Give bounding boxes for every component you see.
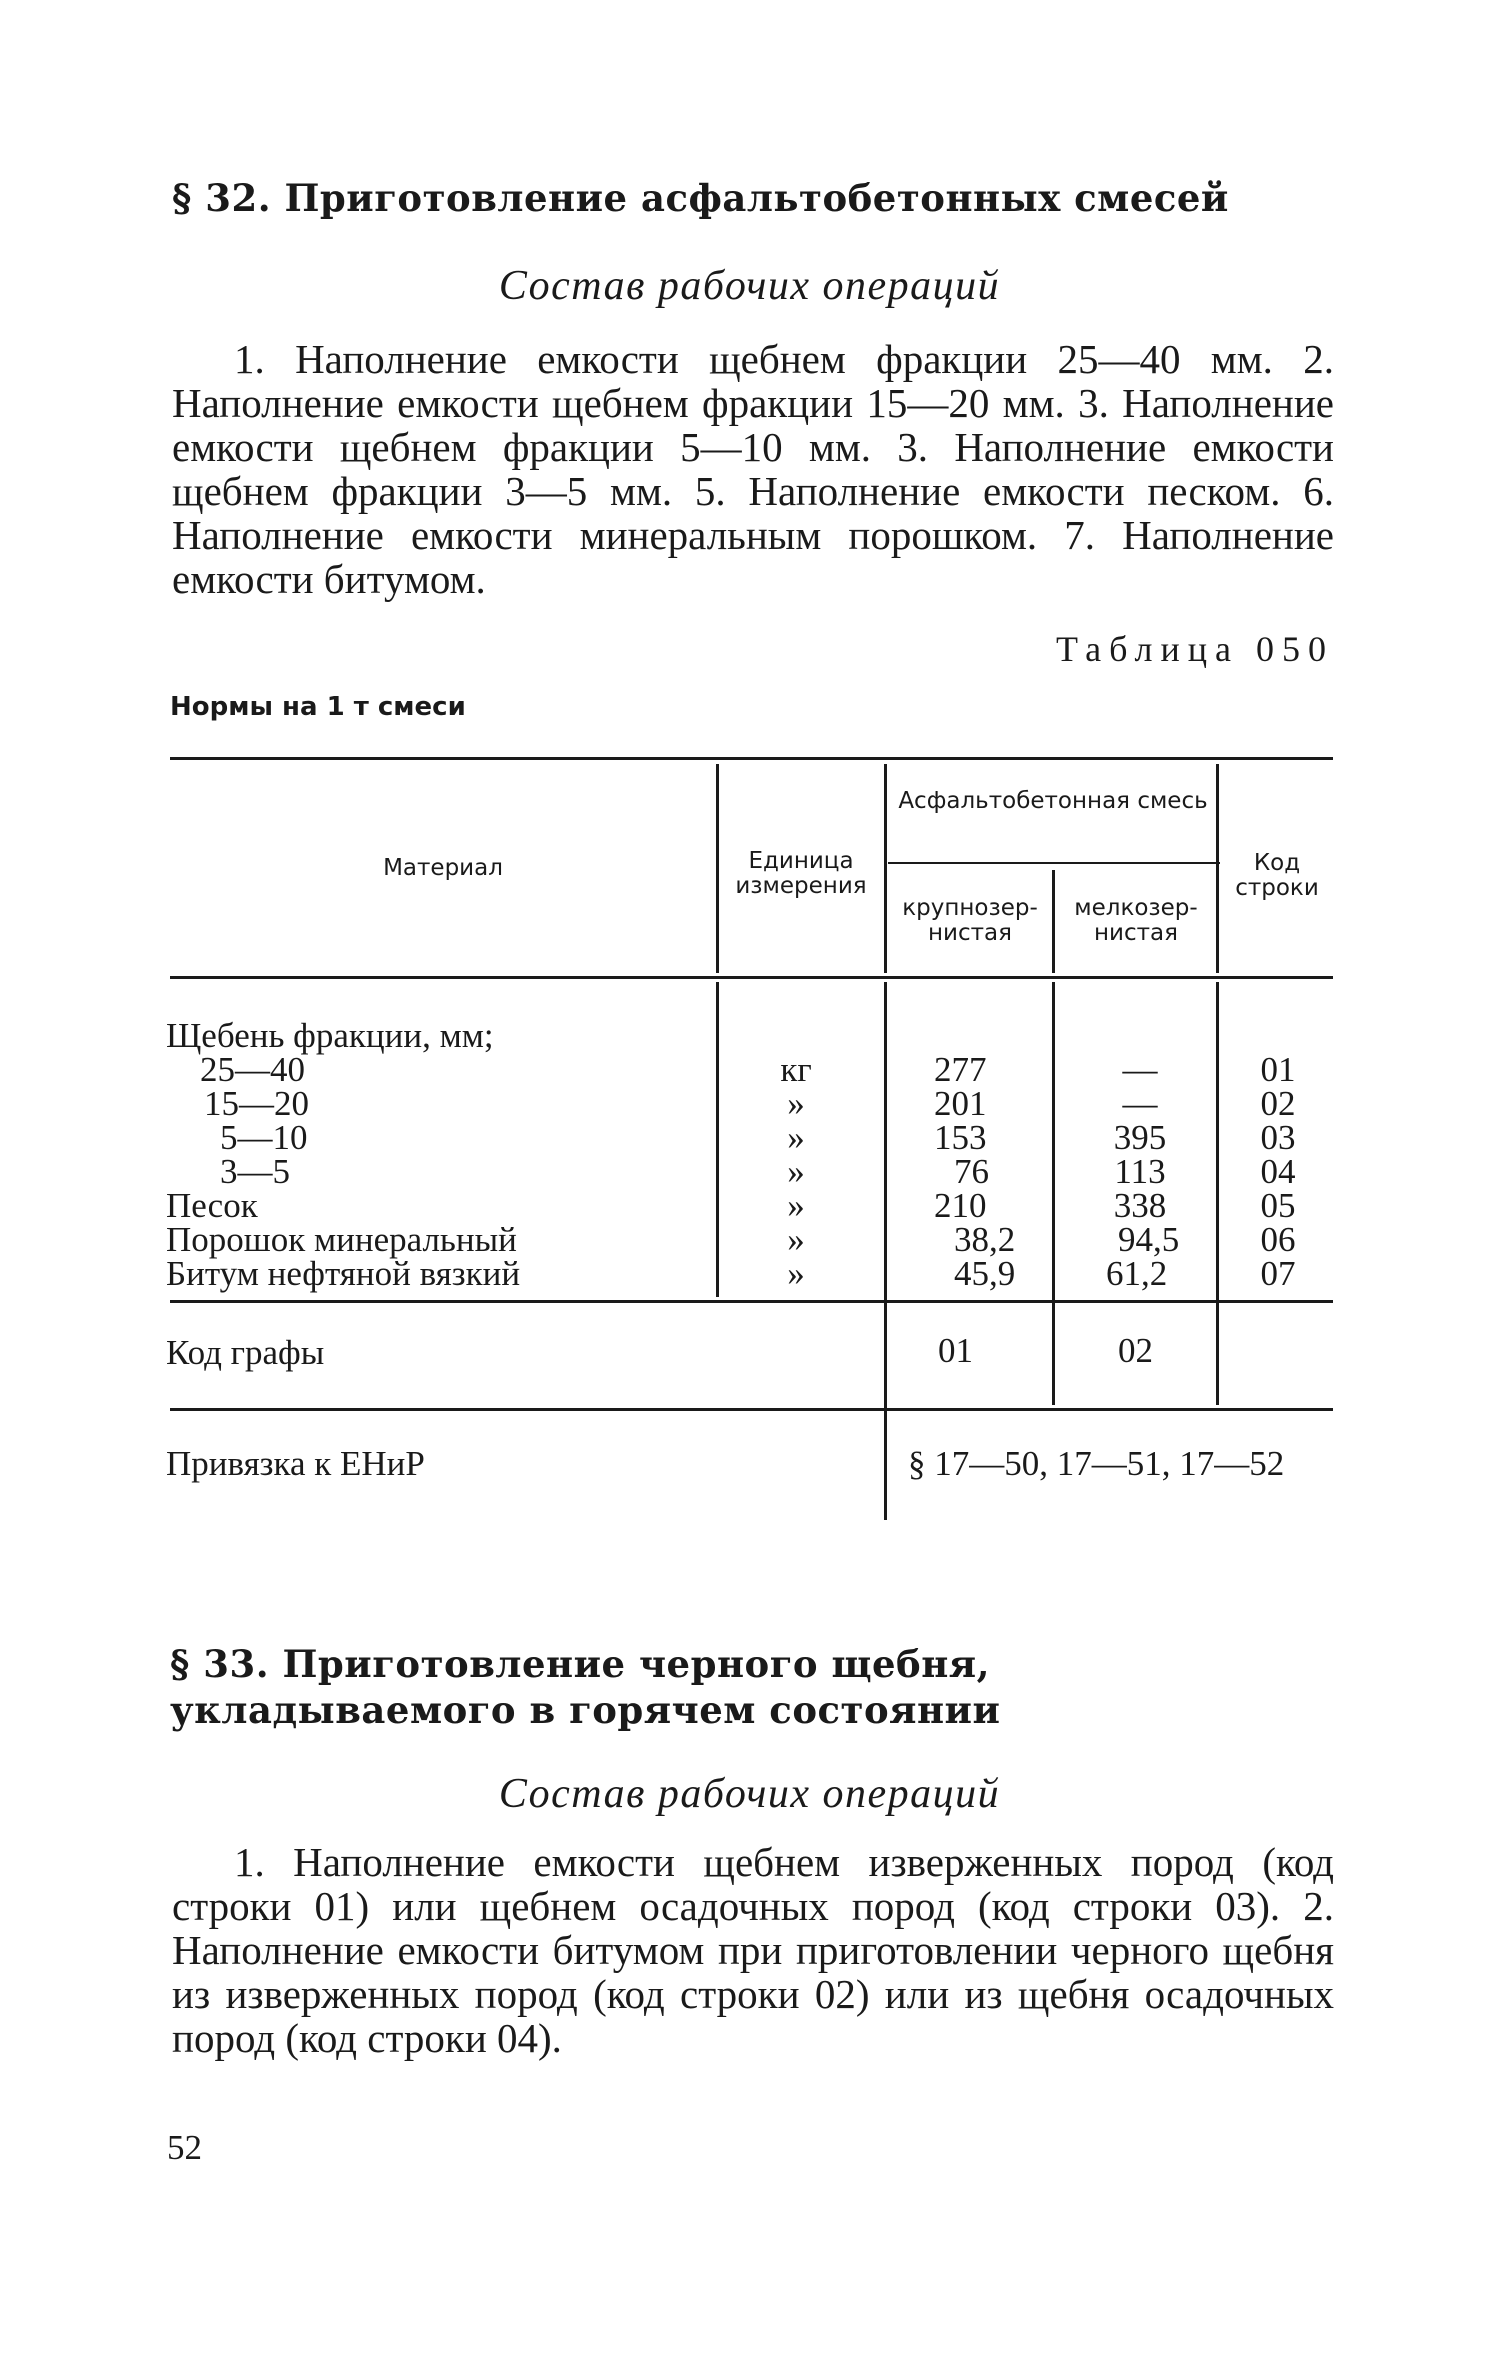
row-fine: 113	[1114, 1152, 1166, 1191]
row-fine: 338	[1113, 1186, 1167, 1225]
row-material: 5—10	[220, 1118, 308, 1157]
row-code: 03	[1260, 1118, 1296, 1157]
row-code: 06	[1260, 1220, 1296, 1259]
header-unit: Единица измерения	[735, 848, 867, 899]
row-material: Порошок минеральный	[166, 1220, 517, 1259]
enir-label: Привязка к ЕНиР	[166, 1444, 425, 1483]
group-header-rule	[888, 862, 1220, 864]
row-coarse: 153	[934, 1118, 987, 1157]
col-divider-group-body	[884, 982, 887, 1520]
norms-caption: Нормы на 1 т смеси	[170, 692, 466, 722]
col-divider-group-header	[884, 764, 887, 973]
row-unit: »	[787, 1254, 805, 1293]
section-33-operations: 1. Наполнение емкости щебнем изверженных пород (код строки 01) или щебнем осадочных пород (код строки 03). 2. Наполнение емкости битумом при приготовлении черного щебня из изверженных пород (код строки 02) или из щебня осадочных пород (код строки 04).	[172, 1839, 1334, 2061]
row-code: 01	[1260, 1050, 1296, 1089]
table-top-rule	[170, 757, 1333, 760]
enir-value: § 17—50, 17—51, 17—52	[908, 1444, 1285, 1483]
header-fine: мелкозер-нистая	[1074, 895, 1198, 946]
row-material: 3—5	[220, 1152, 290, 1191]
column-code-label: Код графы	[166, 1333, 325, 1372]
header-coarse: крупнозер-нистая	[902, 895, 1038, 946]
row-fine: 94,5	[1118, 1220, 1180, 1259]
row-coarse: 76	[954, 1152, 989, 1191]
section-33-title-line2: укладываемого в горячем состоянии	[170, 1688, 1001, 1732]
section-32-subtitle: Состав рабочих операций	[498, 263, 1001, 309]
row-fine: 61,2	[1106, 1254, 1168, 1293]
header-bottom-rule	[170, 976, 1333, 979]
section-32-title: § 32. Приготовление асфальтобетонных смесей	[172, 176, 1229, 220]
row-unit: »	[787, 1220, 805, 1259]
row-fine: —	[1122, 1050, 1158, 1089]
row-code: 05	[1260, 1186, 1296, 1225]
row-fine: 395	[1113, 1118, 1167, 1157]
row-coarse: 201	[934, 1084, 987, 1123]
row-code: 07	[1260, 1254, 1296, 1293]
header-code: Код строки	[1235, 850, 1319, 901]
row-unit: кг	[780, 1050, 812, 1089]
row-code: 02	[1260, 1084, 1296, 1123]
header-material: Материал	[383, 855, 503, 881]
page-number: 52	[167, 2128, 202, 2167]
row-unit: »	[787, 1186, 805, 1225]
table-label: Таблица 050	[1056, 629, 1334, 669]
row-unit: »	[787, 1084, 805, 1123]
section-33-subtitle: Состав рабочих операций	[498, 1771, 1001, 1817]
row-coarse: 45,9	[954, 1254, 1016, 1293]
row-code: 04	[1260, 1152, 1296, 1191]
section-32-operations: 1. Наполнение емкости щебнем фракции 25—40 мм. 2. Наполнение емкости щебнем фракции 15—20 мм. 3. Наполнение емкости щебнем фракции 5—10 мм. 3. Наполнение емкости щебнем фракции 3—5 мм. 5. Наполнение емкости песком. 6. Наполнение емкости минеральным порошком. 7. Наполнение емкости битумом.	[172, 336, 1334, 602]
code-row-bottom-rule	[170, 1408, 1333, 1411]
group-label: Щебень фракции, мм;	[166, 1016, 494, 1055]
col-divider-fine-body	[1052, 982, 1055, 1405]
row-material: 15—20	[204, 1084, 309, 1123]
col-divider-fine-header	[1052, 870, 1055, 973]
section-33-title-line1: § 33. Приготовление черного щебня,	[170, 1642, 991, 1686]
row-material: Битум нефтяной вязкий	[166, 1254, 521, 1293]
row-material: Песок	[166, 1186, 258, 1225]
row-material: 25—40	[200, 1050, 305, 1089]
column-code-2: 02	[1118, 1331, 1153, 1370]
body-bottom-rule	[170, 1300, 1333, 1303]
col-divider-code-header	[1216, 764, 1219, 973]
row-coarse: 277	[934, 1050, 987, 1089]
col-divider-unit-header	[716, 764, 719, 973]
row-coarse: 210	[934, 1186, 987, 1225]
row-unit: »	[787, 1118, 805, 1157]
row-unit: »	[787, 1152, 805, 1191]
column-code-1: 01	[938, 1331, 973, 1370]
row-coarse: 38,2	[954, 1220, 1016, 1259]
header-mix-group: Асфальтобетонная смесь	[898, 788, 1208, 814]
row-fine: —	[1122, 1084, 1158, 1123]
